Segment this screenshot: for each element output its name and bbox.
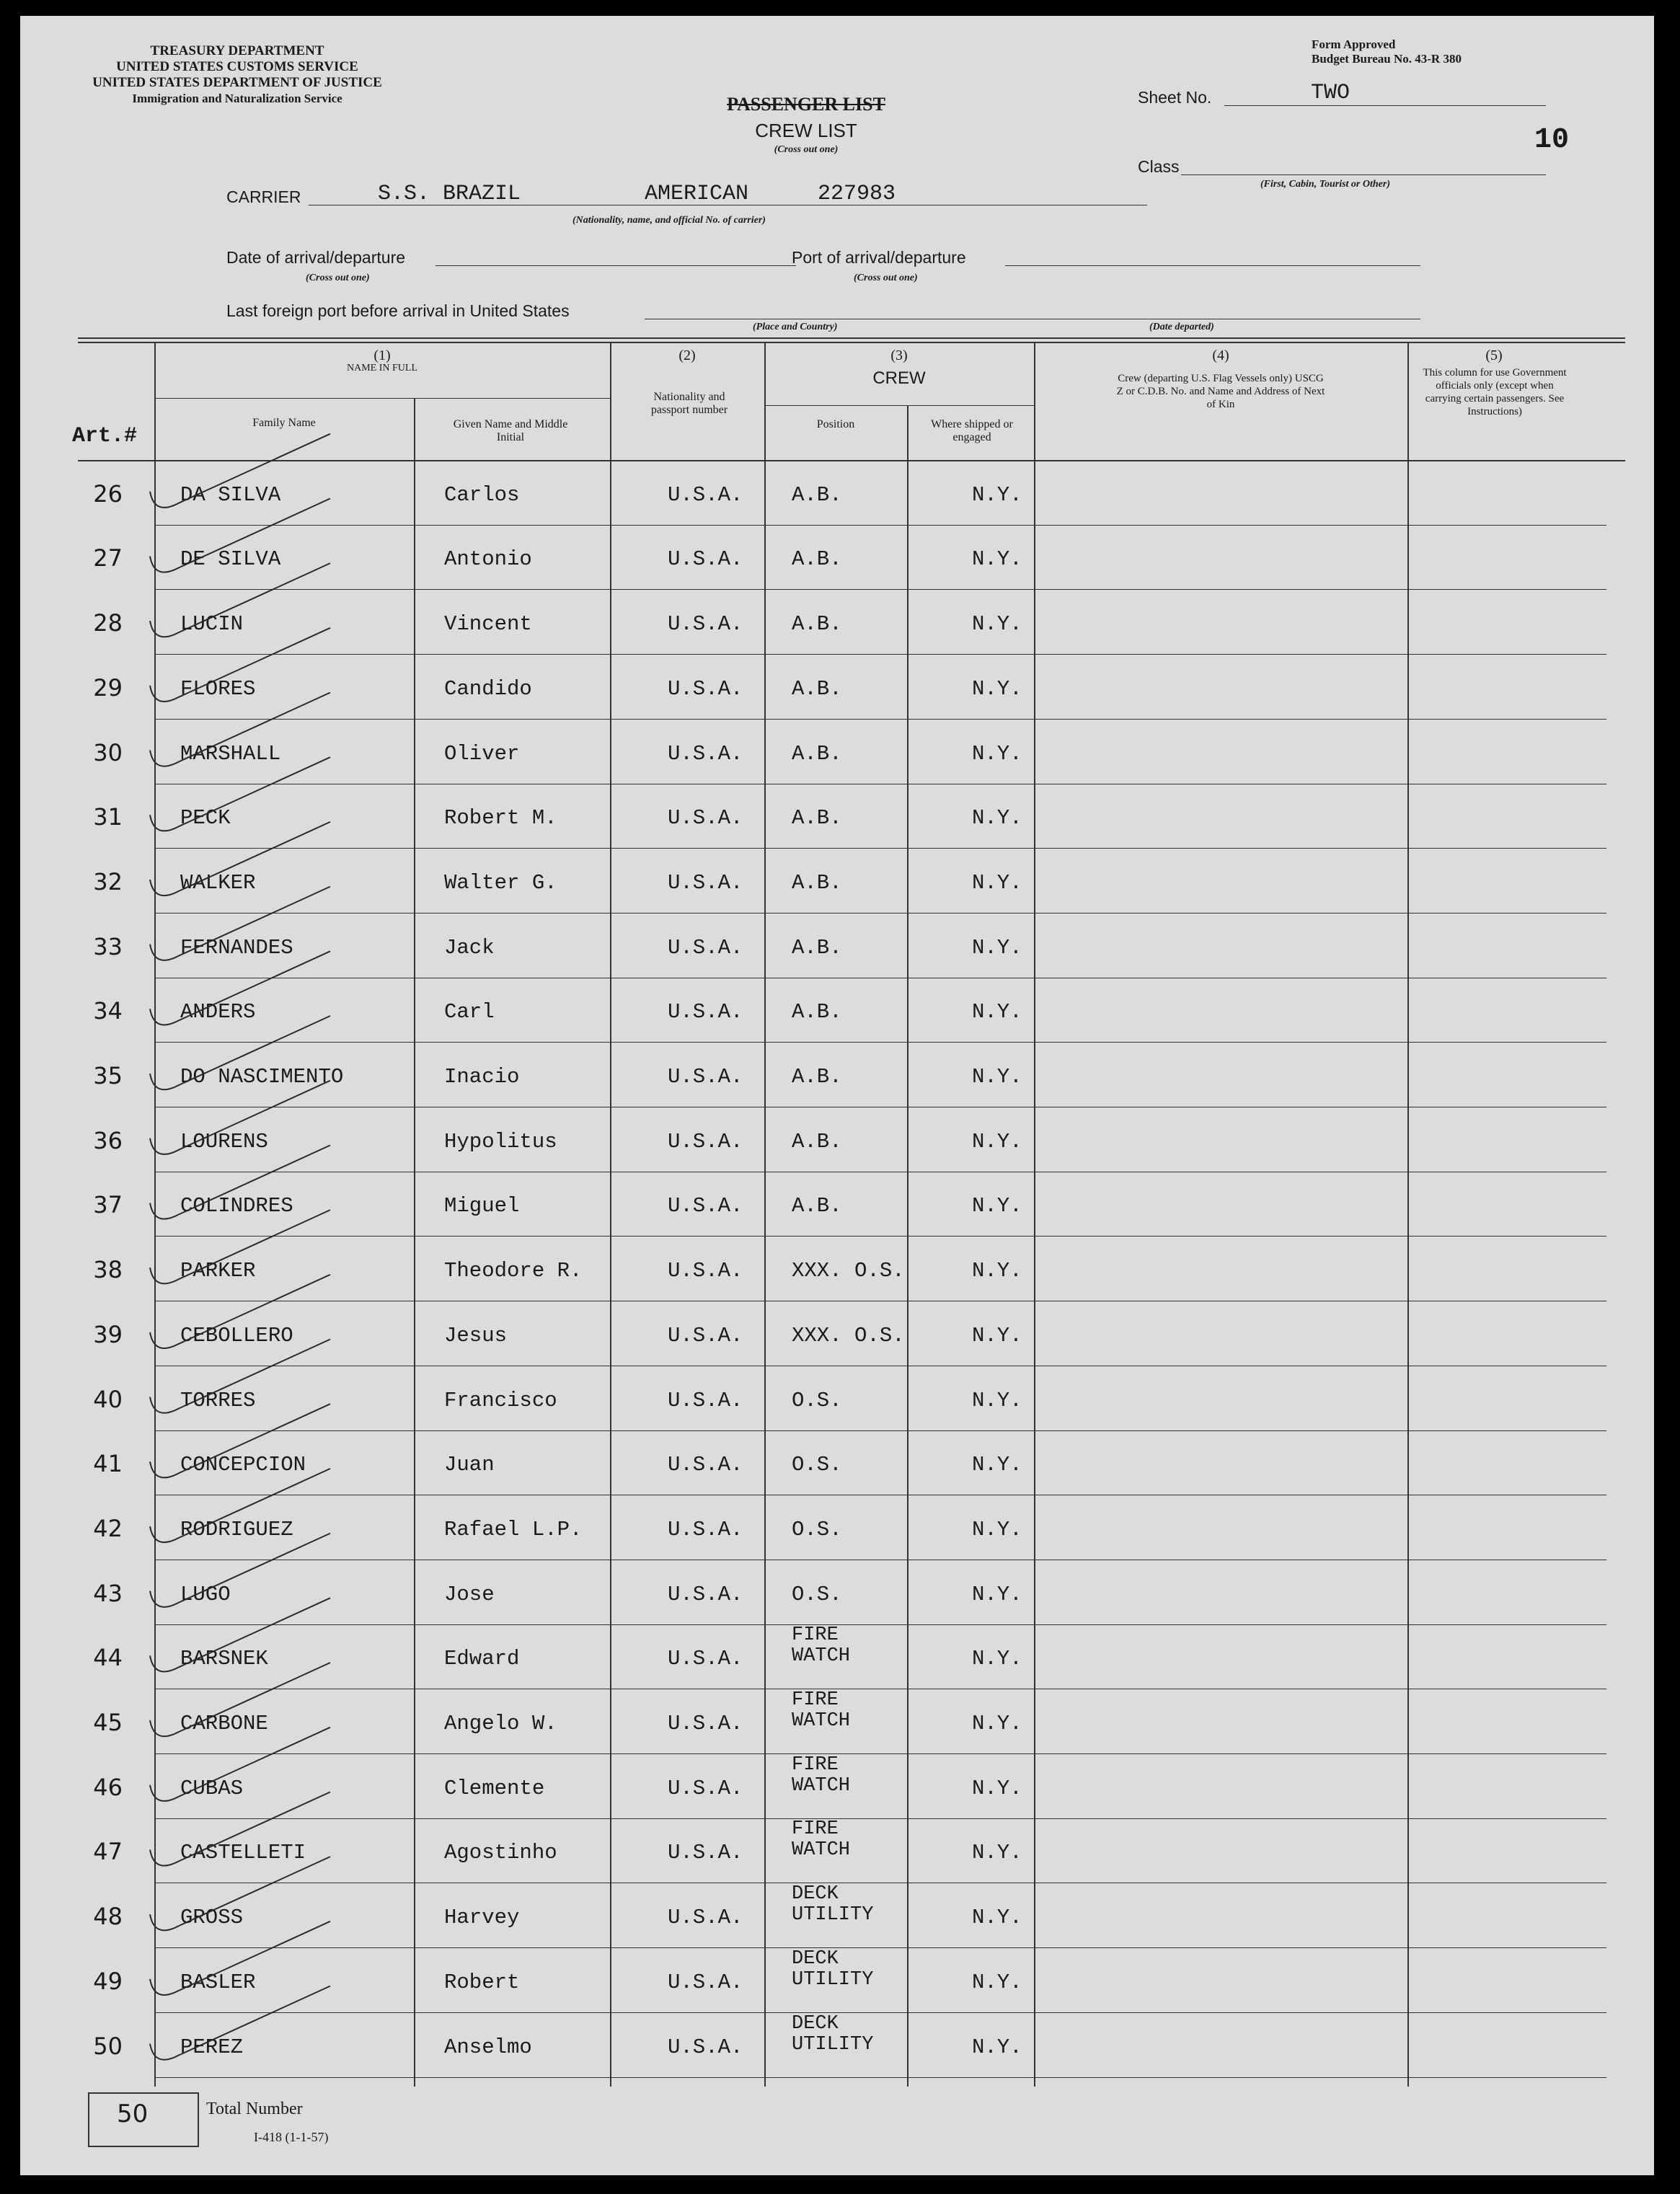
col1-title: NAME IN FULL (347, 363, 417, 373)
page-number: 10 (1534, 124, 1570, 156)
position: DECK (792, 1883, 839, 1906)
checkmark (150, 1275, 330, 1348)
agency-line-justice: UNITED STATES DEPARTMENT OF JUSTICE (92, 75, 382, 90)
position: FIRE (792, 1818, 839, 1841)
family-name: DA SILVA (180, 482, 281, 507)
position: O.S. (792, 1582, 842, 1606)
nationality: U.S.A. (668, 1259, 743, 1283)
col3-number: (3) (890, 348, 908, 363)
date-arrival-label: Date of arrival/departure (226, 248, 406, 267)
checkmark (150, 887, 330, 960)
art-number: 41 (93, 1450, 123, 1478)
nationality: U.S.A. (668, 2035, 743, 2059)
art-number: 47 (93, 1838, 123, 1866)
family-name: CONCEPCION (180, 1453, 306, 1477)
nationality: U.S.A. (668, 1517, 743, 1541)
carrier-nationality: AMERICAN (645, 182, 749, 206)
given-name: Agostinho (444, 1841, 557, 1865)
position: O.S. (792, 1453, 842, 1477)
family-name: COLINDRES (180, 1194, 293, 1218)
art-number: 26 (93, 479, 123, 508)
nationality: U.S.A. (668, 1776, 743, 1800)
checkmark (150, 1728, 330, 1801)
where-shipped: N.Y. (972, 1323, 1022, 1348)
art-number: 27 (93, 544, 123, 572)
position-line2: UTILITY (792, 2033, 874, 2056)
checkmark (150, 1986, 330, 2060)
nationality: U.S.A. (668, 547, 743, 572)
given-name: Edward (444, 1647, 520, 1671)
given-name: Francisco (444, 1388, 557, 1412)
position: O.S. (792, 1388, 842, 1412)
where-shipped: N.Y. (972, 870, 1022, 895)
checkmark (150, 693, 330, 766)
art-number: 43 (93, 1579, 123, 1607)
nationality: U.S.A. (668, 870, 743, 895)
family-name: FLORES (180, 676, 256, 701)
where-shipped: N.Y. (972, 1970, 1022, 1994)
family-name: DE SILVA (180, 547, 281, 572)
agency-line-customs: UNITED STATES CUSTOMS SERVICE (116, 59, 358, 74)
nationality: U.S.A. (668, 612, 743, 637)
position: A.B. (792, 806, 842, 831)
where-shipped: N.Y. (972, 676, 1022, 701)
where-shipped: N.Y. (972, 1776, 1022, 1800)
given-name: Jack (444, 935, 495, 960)
given-name-header: Given Name and Middle Initial (453, 418, 568, 443)
given-name: Juan (444, 1453, 495, 1477)
given-name: Clemente (444, 1776, 545, 1800)
checkmark (150, 1469, 330, 1542)
col5-number: (5) (1485, 348, 1503, 363)
where-shipped-header: Where shipped or engaged (931, 418, 1013, 443)
family-name: PECK (180, 806, 231, 831)
nationality: U.S.A. (668, 935, 743, 960)
art-number: 32 (93, 867, 123, 895)
position: A.B. (792, 1194, 842, 1218)
where-shipped: N.Y. (972, 1065, 1022, 1089)
sheet-value: TWO (1311, 81, 1350, 105)
agency-line-ins: Immigration and Naturalization Service (132, 92, 342, 105)
given-name: Theodore R. (444, 1259, 583, 1283)
given-name: Inacio (444, 1065, 520, 1089)
art-number: 45 (93, 1709, 123, 1736)
given-name: Jose (444, 1582, 495, 1606)
class-label: Class (1138, 157, 1180, 176)
carrier-label: CARRIER (226, 187, 301, 206)
crew-list-title: CREW LIST (755, 120, 857, 141)
position-line2: WATCH (792, 1645, 851, 1668)
art-number: 42 (93, 1514, 123, 1542)
given-name: Miguel (444, 1194, 520, 1218)
passenger-list-struck: PASSENGER LIST (727, 94, 885, 115)
position: A.B. (792, 482, 842, 507)
budget-bureau-line: Budget Bureau No. 43-R 380 (1312, 52, 1462, 66)
carrier-note: (Nationality, name, and official No. of carrier) (572, 215, 766, 226)
total-number-label: Total Number (206, 2100, 303, 2118)
where-shipped: N.Y. (972, 806, 1022, 831)
col4-number: (4) (1212, 348, 1229, 363)
where-shipped: N.Y. (972, 1194, 1022, 1218)
nationality: U.S.A. (668, 1388, 743, 1412)
art-number: 38 (93, 1256, 123, 1284)
form-id: I-418 (1-1-57) (254, 2130, 329, 2144)
checkmark (150, 1016, 330, 1089)
family-name: DO NASCIMENTO (180, 1065, 344, 1089)
art-number: 50 (93, 2032, 123, 2060)
checkmark (150, 628, 330, 702)
position: DECK (792, 1947, 839, 1970)
where-shipped: N.Y. (972, 1582, 1022, 1606)
family-name: WALKER (180, 870, 256, 895)
given-name: Vincent (444, 612, 532, 637)
where-shipped: N.Y. (972, 1712, 1022, 1735)
given-name: Robert (444, 1970, 520, 1994)
col1-number: (1) (373, 348, 391, 363)
family-name: PARKER (180, 1259, 256, 1283)
where-shipped: N.Y. (972, 935, 1022, 960)
checkmark (150, 951, 330, 1025)
art-number: 29 (93, 673, 123, 702)
where-shipped: N.Y. (972, 1388, 1022, 1412)
art-number: 46 (93, 1773, 123, 1801)
position: XXX. O.S. (792, 1259, 905, 1283)
where-shipped: N.Y. (972, 741, 1022, 766)
family-name-header: Family Name (252, 417, 316, 429)
where-shipped: N.Y. (972, 612, 1022, 637)
given-name: Harvey (444, 1906, 520, 1930)
checkmark (150, 1340, 330, 1413)
checkmark (150, 563, 330, 637)
family-name: PEREZ (180, 2035, 244, 2059)
given-name: Antonio (444, 547, 532, 572)
art-number: 40 (93, 1385, 123, 1413)
family-name: BARSNEK (180, 1647, 268, 1671)
date-departed-note: (Date departed) (1149, 322, 1214, 332)
where-shipped: N.Y. (972, 482, 1022, 507)
given-name: Anselmo (444, 2035, 532, 2059)
col5-title: This column for use Government officials only (except when carrying certain passengers. See Instructions) (1423, 367, 1567, 417)
family-name: MARSHALL (180, 741, 281, 766)
nationality: U.S.A. (668, 1323, 743, 1348)
art-number: 30 (93, 738, 123, 766)
last-foreign-port-label: Last foreign port before arrival in United States (226, 301, 570, 320)
position-line2: WATCH (792, 1774, 851, 1797)
position-line2: WATCH (792, 1710, 851, 1732)
checkmark (150, 1663, 330, 1736)
position: O.S. (792, 1517, 842, 1541)
position: DECK (792, 2012, 839, 2035)
art-number: 33 (93, 932, 123, 960)
art-number: 39 (93, 1320, 123, 1348)
given-name: Hypolitus (444, 1129, 557, 1154)
given-name: Candido (444, 676, 532, 701)
nationality: U.S.A. (668, 1194, 743, 1218)
family-name: RODRIGUEZ (180, 1517, 293, 1541)
family-name: CEBOLLERO (180, 1323, 293, 1348)
checkmark (150, 1792, 330, 1865)
agency-line-treasury: TREASURY DEPARTMENT (150, 43, 324, 58)
given-name: Carl (444, 1000, 495, 1025)
family-name: BASLER (180, 1970, 256, 1994)
family-name: LUGO (180, 1582, 231, 1606)
position-line2: WATCH (792, 1839, 851, 1862)
given-name: Robert M. (444, 806, 557, 831)
date-cross-out-note: (Cross out one) (306, 273, 370, 283)
position: A.B. (792, 676, 842, 701)
position: A.B. (792, 1065, 842, 1089)
family-name: TORRES (180, 1388, 256, 1412)
nationality: U.S.A. (668, 1841, 743, 1865)
position-line2: UTILITY (792, 1968, 874, 1991)
given-name: Jesus (444, 1323, 508, 1348)
port-arrival-label: Port of arrival/departure (792, 248, 966, 267)
nationality: U.S.A. (668, 741, 743, 766)
position: A.B. (792, 612, 842, 637)
col4-title: Crew (departing U.S. Flag Vessels only) USCG Z or C.D.B. No. and Name and Address of Next of Kin (1116, 373, 1325, 410)
place-country-note: (Place and Country) (753, 322, 838, 332)
given-name: Rafael L.P. (444, 1517, 583, 1541)
art-number-header: Art.# (72, 424, 138, 448)
where-shipped: N.Y. (972, 1647, 1022, 1671)
art-number: 37 (93, 1191, 123, 1219)
position: FIRE (792, 1624, 839, 1647)
col3-title: CREW (872, 368, 926, 388)
title-cross-out-note: (Cross out one) (774, 144, 839, 155)
where-shipped: N.Y. (972, 1129, 1022, 1154)
total-number-value: 50 (117, 2100, 149, 2128)
checkmark (150, 1921, 330, 1995)
position-header: Position (816, 418, 855, 430)
family-name: GROSS (180, 1906, 244, 1930)
checkmark (150, 1081, 330, 1154)
art-number: 48 (93, 1903, 123, 1931)
nationality: U.S.A. (668, 1647, 743, 1671)
checkmark (150, 1534, 330, 1607)
where-shipped: N.Y. (972, 547, 1022, 572)
crew-list-document (20, 16, 1654, 2175)
art-number: 36 (93, 1126, 123, 1154)
checkmark (150, 434, 330, 508)
family-name: CARBONE (180, 1712, 268, 1735)
nationality: U.S.A. (668, 1453, 743, 1477)
nationality: U.S.A. (668, 1712, 743, 1735)
nationality: U.S.A. (668, 1065, 743, 1089)
checkmark (150, 1210, 330, 1283)
where-shipped: N.Y. (972, 1259, 1022, 1283)
nationality: U.S.A. (668, 482, 743, 507)
position-line2: UTILITY (792, 1904, 874, 1927)
carrier-official-no: 227983 (818, 182, 896, 206)
position: A.B. (792, 1129, 842, 1154)
family-name: ANDERS (180, 1000, 256, 1025)
position: A.B. (792, 1000, 842, 1025)
where-shipped: N.Y. (972, 1906, 1022, 1930)
family-name: LUCIN (180, 612, 244, 637)
art-number: 28 (93, 609, 123, 637)
position: XXX. O.S. (792, 1323, 905, 1348)
position: A.B. (792, 870, 842, 895)
family-name: CASTELLETI (180, 1841, 306, 1865)
nationality: U.S.A. (668, 1582, 743, 1606)
nationality: U.S.A. (668, 806, 743, 831)
checkmark (150, 1598, 330, 1671)
checkmark (150, 1145, 330, 1218)
checkmark (150, 822, 330, 895)
position: A.B. (792, 547, 842, 572)
given-name: Carlos (444, 482, 520, 507)
where-shipped: N.Y. (972, 1000, 1022, 1025)
art-number: 35 (93, 1062, 123, 1089)
nationality: U.S.A. (668, 1129, 743, 1154)
checkmark (150, 1857, 330, 1930)
given-name: Walter G. (444, 870, 557, 895)
position: A.B. (792, 741, 842, 766)
family-name: FERNANDES (180, 935, 293, 960)
carrier-vessel: S.S. BRAZIL (378, 182, 521, 206)
class-note: (First, Cabin, Tourist or Other) (1260, 179, 1390, 190)
handwritten-checkmarks (20, 16, 1654, 2175)
nationality: U.S.A. (668, 1970, 743, 1994)
nationality: U.S.A. (668, 1000, 743, 1025)
port-cross-out-note: (Cross out one) (854, 273, 918, 283)
where-shipped: N.Y. (972, 1841, 1022, 1865)
checkmark (150, 757, 330, 831)
position: FIRE (792, 1753, 839, 1776)
nationality: U.S.A. (668, 1906, 743, 1930)
where-shipped: N.Y. (972, 1453, 1022, 1477)
family-name: LOURENS (180, 1129, 268, 1154)
art-number: 34 (93, 997, 123, 1025)
checkmark (150, 1404, 330, 1477)
col2-title: Nationality and passport number (650, 391, 728, 416)
nationality: U.S.A. (668, 676, 743, 701)
given-name: Oliver (444, 741, 520, 766)
art-number: 31 (93, 803, 123, 831)
where-shipped: N.Y. (972, 2035, 1022, 2059)
art-number: 44 (93, 1644, 123, 1672)
sheet-label: Sheet No. (1138, 88, 1212, 107)
form-approved-line: Form Approved (1312, 37, 1396, 51)
position: A.B. (792, 935, 842, 960)
position: FIRE (792, 1689, 839, 1711)
checkmark (150, 498, 330, 572)
given-name: Angelo W. (444, 1712, 557, 1735)
family-name: CUBAS (180, 1776, 244, 1800)
art-number: 49 (93, 1967, 123, 1995)
where-shipped: N.Y. (972, 1517, 1022, 1541)
col2-number: (2) (678, 348, 696, 363)
